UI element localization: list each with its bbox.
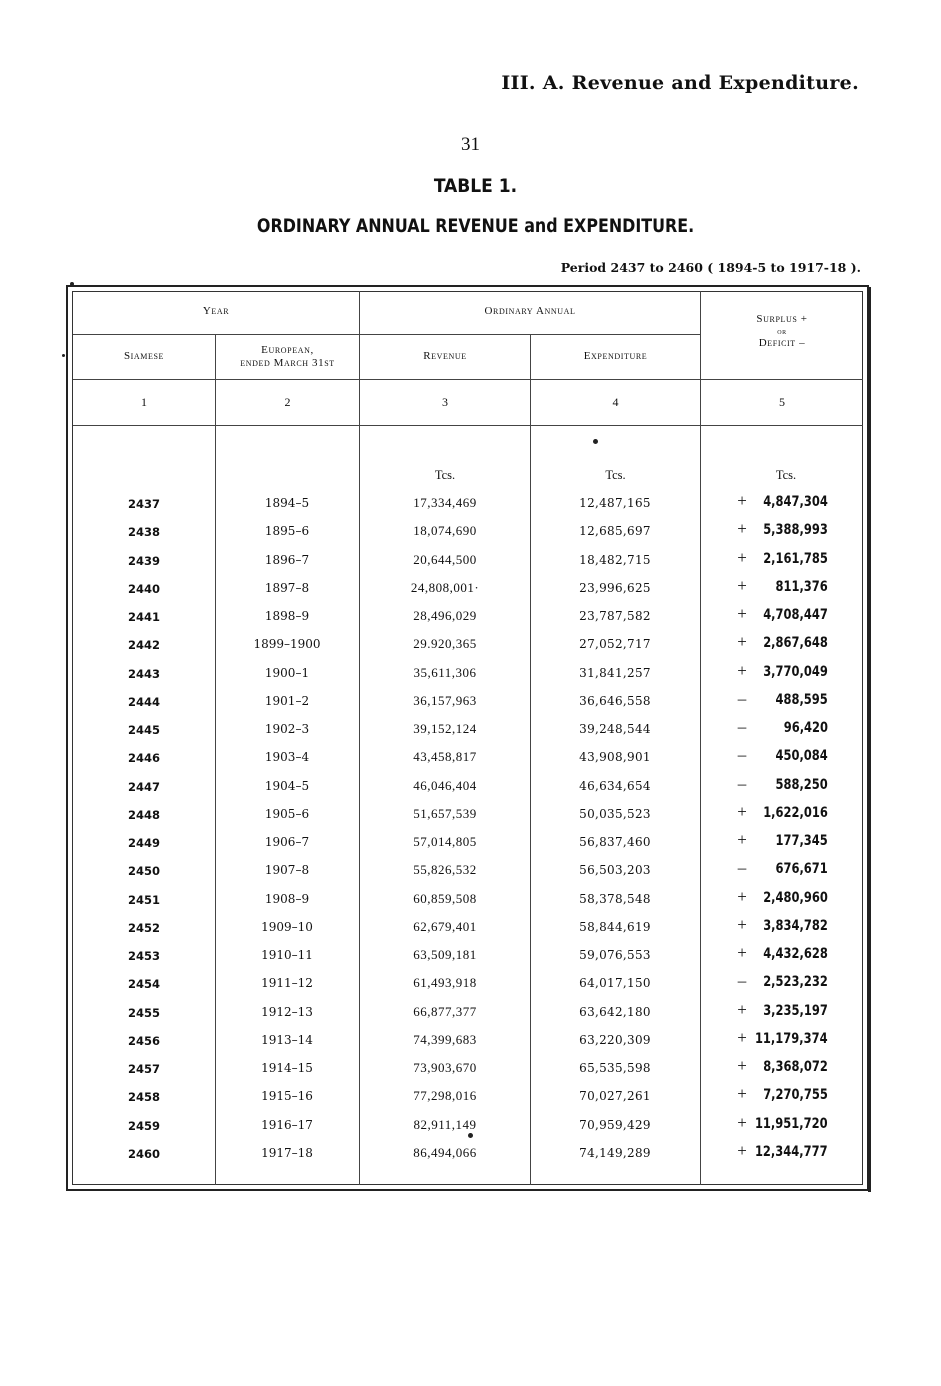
siamese-year-cell: 2444	[127, 694, 160, 709]
revenue-cell: 55,826,532	[413, 862, 477, 878]
revenue-cell: 46,046,404	[413, 777, 477, 793]
siamese-year-cell: 2445	[127, 723, 160, 737]
surplus-sign-cell: +	[737, 547, 747, 567]
european-year-cell: 1894–5	[264, 496, 310, 510]
revenue-cell: 77,298,016	[413, 1088, 477, 1104]
expenditure-cell: 18,482,715	[579, 552, 651, 567]
siamese-year-cell: 2453	[127, 949, 160, 963]
revenue-cell: 51,657,539	[413, 805, 477, 821]
revenue-cell: 29.920,365	[413, 636, 477, 652]
group-header-year: Year	[202, 305, 230, 317]
expenditure-cell: 70,027,261	[579, 1089, 651, 1104]
print-speck	[62, 354, 65, 357]
european-year-cell: 1895–6	[264, 524, 310, 539]
column-header-surplus-line2: or	[777, 326, 787, 336]
surplus-sign-cell: +	[737, 632, 747, 652]
european-year-cell: 1904–5	[264, 778, 310, 793]
european-year-cell: 1914–15	[261, 1061, 313, 1075]
column-header-surplus	[701, 313, 863, 350]
expenditure-cell: 63,642,180	[579, 1004, 651, 1019]
surplus-sign-cell: +	[737, 1140, 747, 1160]
unit-label-revenue: Tcs.	[434, 468, 456, 482]
header-divider	[73, 379, 863, 380]
column-number: 5	[779, 395, 785, 409]
surplus-sign-cell: +	[737, 519, 747, 539]
revenue-cell: 28,496,029	[413, 608, 477, 623]
surplus-sign-cell: +	[737, 1056, 747, 1075]
expenditure-cell: 27,052,717	[579, 637, 651, 652]
surplus-sign-cell: +	[737, 830, 747, 849]
european-year-cell: 1908–9	[264, 891, 310, 906]
surplus-value-cell: 2,523,232	[763, 974, 828, 991]
european-year-cell: 1911–12	[261, 976, 313, 991]
column-header-siamese: Siamese	[123, 350, 165, 362]
siamese-year-cell: 2459	[127, 1118, 160, 1133]
siamese-year-cell: 2441	[127, 610, 160, 624]
revenue-cell: 86,494,066	[413, 1144, 477, 1160]
table-row	[0, 887, 941, 915]
expenditure-cell: 58,844,619	[579, 919, 651, 934]
expenditure-cell: 23,996,625	[579, 580, 651, 595]
expenditure-cell: 23,787,582	[579, 609, 651, 623]
siamese-year-cell: 2442	[127, 638, 160, 653]
column-number: 4	[612, 395, 619, 409]
expenditure-cell: 64,017,150	[579, 976, 651, 991]
surplus-sign-cell: +	[737, 801, 747, 821]
expenditure-cell: 59,076,553	[579, 948, 651, 962]
section-heading: III. A. Revenue and Expenditure.	[501, 72, 859, 94]
european-year-cell: 1902–3	[264, 722, 310, 736]
surplus-value-cell: 3,235,197	[763, 1002, 828, 1019]
surplus-value-cell: 11,179,374	[755, 1030, 828, 1047]
european-year-cell: 1910–11	[261, 948, 313, 962]
european-year-cell: 1915–16	[261, 1089, 313, 1104]
revenue-cell: 36,157,963	[413, 692, 477, 708]
siamese-year-cell: 2454	[127, 977, 160, 992]
revenue-cell: 82,911,149	[413, 1116, 477, 1132]
revenue-cell: 18,074,690	[413, 523, 477, 539]
table-row	[0, 1084, 941, 1112]
table-row	[0, 604, 941, 632]
expenditure-cell: 65,535,598	[579, 1061, 651, 1075]
siamese-year-cell: 2448	[127, 807, 160, 822]
siamese-year-cell: 2456	[127, 1033, 160, 1048]
expenditure-cell: 12,685,697	[579, 524, 651, 539]
siamese-year-cell: 2452	[127, 920, 160, 935]
header-divider	[73, 425, 863, 426]
table-row	[0, 802, 941, 830]
surplus-value-cell: 11,951,720	[755, 1115, 828, 1132]
unit-label-surplus: Tcs.	[775, 468, 797, 482]
expenditure-cell: 12,487,165	[579, 496, 651, 510]
siamese-year-cell: 2440	[127, 581, 160, 596]
surplus-value-cell: 2,867,648	[763, 635, 828, 652]
surplus-value-cell: 3,834,782	[763, 917, 828, 934]
surplus-value-cell: 811,376	[775, 578, 828, 595]
header-divider	[73, 334, 700, 335]
siamese-year-cell: 2437	[127, 497, 160, 511]
expenditure-cell: 36,646,558	[579, 693, 651, 708]
european-year-cell: 1901–2	[264, 693, 310, 708]
european-year-cell: 1913–14	[261, 1032, 313, 1047]
surplus-value-cell: 7,270,755	[763, 1087, 828, 1104]
siamese-year-cell: 2460	[127, 1146, 160, 1161]
revenue-cell: 20,644,500	[413, 551, 477, 567]
european-year-cell: 1912–13	[261, 1004, 313, 1019]
siamese-year-cell: 2443	[127, 666, 160, 681]
expenditure-cell: 39,248,544	[579, 722, 651, 736]
surplus-sign-cell: +	[737, 1027, 747, 1047]
european-year-cell: 1907–8	[264, 863, 310, 878]
table-row	[0, 661, 941, 689]
surplus-sign-cell: –	[737, 688, 747, 708]
siamese-year-cell: 2439	[127, 553, 160, 568]
revenue-cell: 60,859,508	[413, 890, 477, 906]
surplus-value-cell: 5,388,993	[763, 522, 828, 539]
surplus-sign-cell: +	[737, 1112, 747, 1132]
expenditure-cell: 50,035,523	[579, 806, 651, 821]
table-title: TABLE 1.	[433, 175, 518, 197]
european-year-cell: 1916–17	[261, 1117, 313, 1132]
siamese-year-cell: 2447	[127, 779, 160, 794]
page-number: 31	[461, 134, 480, 155]
surplus-value-cell: 450,084	[775, 748, 828, 765]
revenue-cell: 66,877,377	[413, 1003, 477, 1019]
expenditure-cell: 43,908,901	[579, 750, 651, 765]
surplus-value-cell: 2,480,960	[763, 889, 828, 906]
table-row	[0, 830, 941, 858]
table-row	[0, 491, 941, 519]
surplus-sign-cell: –	[737, 745, 747, 765]
european-year-cell: 1906–7	[264, 835, 310, 849]
revenue-cell: 62,679,401	[413, 918, 477, 934]
european-year-cell: 1896–7	[264, 552, 310, 567]
unit-label-expenditure: Tcs.	[605, 468, 626, 482]
surplus-value-cell: 8,368,072	[763, 1059, 828, 1075]
table-row	[0, 519, 941, 547]
table-row	[0, 943, 941, 971]
expenditure-cell: 31,841,257	[579, 665, 651, 680]
european-year-cell: 1905–6	[264, 806, 310, 821]
print-speck	[70, 282, 74, 286]
table-row	[0, 971, 941, 999]
surplus-value-cell: 488,595	[775, 691, 828, 708]
expenditure-cell: 70,959,429	[579, 1117, 651, 1132]
surplus-sign-cell: +	[737, 914, 747, 934]
siamese-year-cell: 2438	[127, 525, 160, 540]
column-header-surplus-line1: Surplus +	[756, 313, 808, 325]
revenue-cell: 24,808,001·	[410, 579, 480, 595]
table-row	[0, 548, 941, 576]
surplus-sign-cell: +	[737, 604, 747, 623]
column-header-revenue: Revenue	[423, 350, 467, 362]
table-row	[0, 717, 941, 745]
surplus-value-cell: 1,622,016	[763, 804, 828, 821]
revenue-cell: 57,014,805	[413, 834, 477, 849]
group-header-ordinary-annual: Ordinary Annual	[484, 305, 576, 317]
revenue-cell: 39,152,124	[413, 721, 477, 736]
european-year-cell: 1899–1900	[253, 637, 321, 652]
print-speck	[593, 439, 598, 444]
siamese-year-cell: 2446	[127, 751, 160, 766]
european-year-cell: 1898–9	[264, 609, 310, 623]
period-label: Period 2437 to 2460 ( 1894-5 to 1917-18 ).	[560, 260, 861, 275]
column-header-surplus-line3: Deficit –	[758, 337, 806, 349]
expenditure-cell: 63,220,309	[579, 1032, 651, 1047]
siamese-year-cell: 2451	[127, 892, 160, 907]
surplus-value-cell: 177,345	[775, 833, 828, 849]
surplus-sign-cell: +	[737, 575, 747, 595]
siamese-year-cell: 2449	[127, 836, 160, 850]
surplus-sign-cell: –	[737, 971, 747, 991]
revenue-cell: 61,493,918	[413, 975, 477, 991]
surplus-sign-cell: +	[737, 1084, 747, 1104]
surplus-sign-cell: +	[737, 660, 747, 680]
print-speck	[468, 1133, 473, 1138]
table-row	[0, 745, 941, 773]
table-row	[0, 1141, 941, 1169]
revenue-cell: 73,903,670	[413, 1060, 477, 1075]
column-header-european	[216, 344, 359, 370]
surplus-sign-cell: +	[737, 943, 747, 962]
surplus-value-cell: 676,671	[775, 861, 828, 878]
column-header-european-line2: ended March 31st	[240, 357, 335, 369]
column-header-european-line1: European,	[261, 344, 314, 356]
table-row	[0, 632, 941, 660]
surplus-value-cell: 4,708,447	[763, 607, 828, 623]
table-row	[0, 915, 941, 943]
table-row	[0, 1028, 941, 1056]
siamese-year-cell: 2458	[127, 1090, 160, 1105]
european-year-cell: 1917–18	[261, 1145, 313, 1160]
expenditure-cell: 46,634,654	[579, 778, 651, 793]
siamese-year-cell: 2457	[127, 1062, 160, 1076]
revenue-cell: 35,611,306	[413, 664, 477, 680]
revenue-cell: 74,399,683	[413, 1031, 477, 1047]
column-header-expenditure: Expenditure	[583, 350, 648, 362]
table-row	[0, 774, 941, 802]
table-row	[0, 1000, 941, 1028]
column-number: 2	[284, 395, 291, 409]
surplus-value-cell: 96,420	[783, 720, 828, 736]
column-number: 1	[141, 395, 147, 409]
european-year-cell: 1909–10	[261, 919, 313, 934]
european-year-cell: 1903–4	[264, 750, 310, 765]
surplus-value-cell: 4,847,304	[763, 494, 828, 510]
surplus-value-cell: 2,161,785	[763, 550, 828, 567]
table-row	[0, 1056, 941, 1084]
expenditure-cell: 74,149,289	[579, 1145, 651, 1160]
surplus-value-cell: 588,250	[775, 776, 828, 793]
revenue-cell: 63,509,181	[413, 947, 477, 962]
surplus-value-cell: 4,432,628	[763, 946, 828, 962]
surplus-sign-cell: +	[737, 886, 747, 906]
expenditure-cell: 58,378,548	[579, 891, 651, 906]
surplus-sign-cell: +	[737, 491, 747, 510]
surplus-sign-cell: +	[737, 999, 747, 1019]
surplus-value-cell: 3,770,049	[763, 663, 828, 680]
surplus-sign-cell: –	[737, 858, 747, 878]
table-subtitle: ORDINARY ANNUAL REVENUE and EXPENDITURE.	[256, 216, 695, 237]
european-year-cell: 1897–8	[264, 580, 310, 595]
column-number: 3	[442, 395, 448, 409]
revenue-cell: 43,458,817	[413, 749, 477, 765]
revenue-cell: 17,334,469	[413, 495, 477, 510]
expenditure-cell: 56,503,203	[579, 863, 651, 878]
table-row	[0, 858, 941, 886]
surplus-sign-cell: –	[737, 717, 747, 736]
surplus-sign-cell: –	[737, 773, 747, 793]
siamese-year-cell: 2455	[127, 1005, 160, 1020]
surplus-value-cell: 12,344,777	[755, 1143, 828, 1160]
siamese-year-cell: 2450	[127, 864, 160, 879]
european-year-cell: 1900–1	[264, 665, 310, 680]
expenditure-cell: 56,837,460	[579, 835, 651, 849]
table-row	[0, 576, 941, 604]
table-row	[0, 689, 941, 717]
